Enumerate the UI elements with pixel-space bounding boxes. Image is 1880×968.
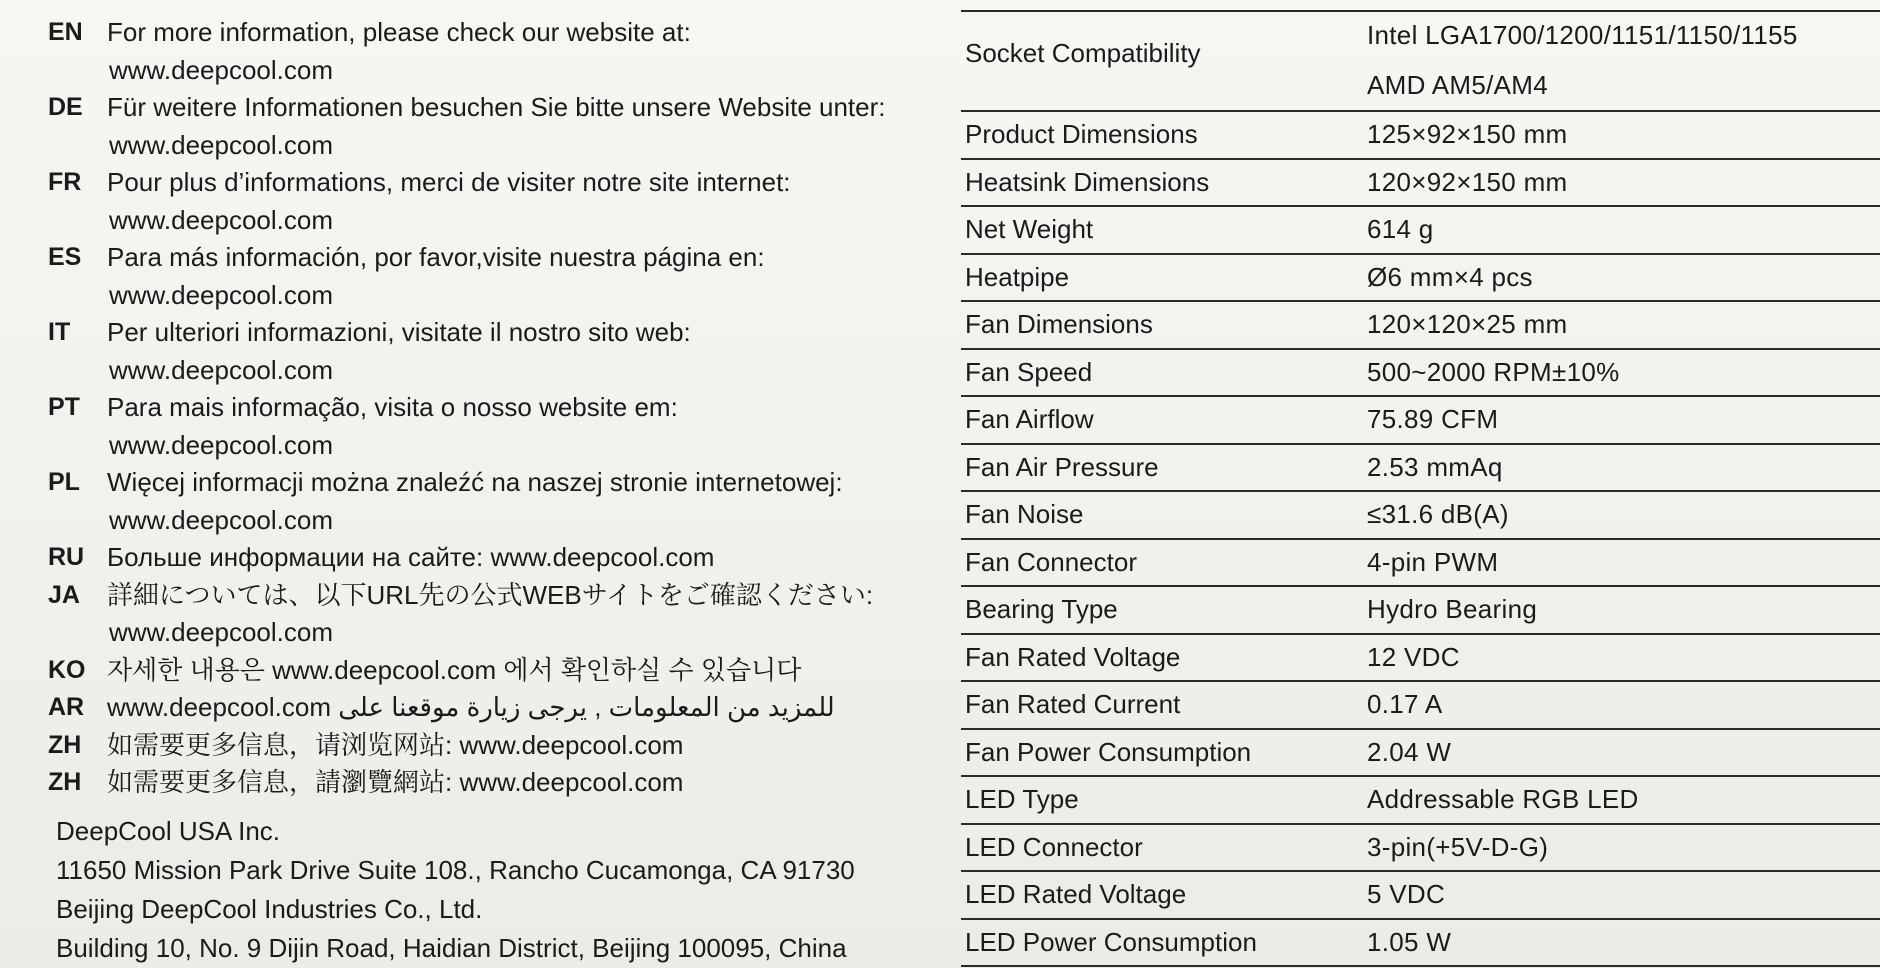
spec-row [961, 540, 1880, 588]
language-text [107, 577, 948, 652]
language-code: AR [48, 693, 85, 721]
language-message: 詳細については、以下URL先の公式WEBサイトをご確認ください: [107, 579, 874, 610]
language-code: JA [48, 580, 80, 609]
spec-value [1367, 832, 1880, 863]
language-url: www.deepcool.com [109, 54, 333, 85]
spec-label: Fan Noise [965, 499, 1084, 530]
spec-label: Fan Airflow [965, 404, 1094, 435]
spec-label: Fan Speed [965, 356, 1093, 387]
language-text [107, 464, 948, 539]
language-code: EN [48, 18, 83, 46]
language-code: ES [48, 243, 82, 271]
spec-value-line: 120×120×25 mm [1367, 309, 1568, 340]
cn-company-address: Building 10, No. 9 Dijin Road, Haidian District, Beijing 100095, China [56, 932, 847, 963]
language-row [48, 389, 948, 464]
language-text [107, 164, 948, 239]
spec-label: Net Weight [965, 214, 1094, 245]
spec-row [961, 112, 1880, 160]
spec-row [961, 302, 1880, 350]
language-message: 자세한 내용은 www.deepcool.com 에서 확인하실 수 있습니다 [107, 654, 802, 685]
spec-value-line: ≤31.6 dB(A) [1367, 499, 1509, 530]
spec-value-line: 2.04 W [1367, 736, 1452, 767]
spec-row [961, 255, 1880, 303]
spec-value [1367, 689, 1880, 720]
spec-row [961, 350, 1880, 398]
spec-label: LED Rated Voltage [965, 879, 1187, 910]
spec-row [961, 682, 1880, 730]
language-text [107, 727, 948, 765]
spec-value [1367, 594, 1880, 625]
spec-value-line: 1.05 W [1367, 926, 1452, 957]
language-text [107, 539, 948, 577]
language-url: www.deepcool.com [109, 429, 333, 460]
language-row [48, 164, 948, 239]
language-url: www.deepcool.com [109, 617, 333, 647]
spec-value [1367, 499, 1880, 530]
spec-value-line: 500~2000 RPM±10% [1367, 356, 1620, 387]
spec-row [961, 635, 1880, 683]
spec-value-line: 12 VDC [1367, 641, 1460, 672]
spec-value-line: 4-pin PWM [1367, 546, 1499, 577]
language-row [48, 464, 948, 539]
language-url: www.deepcool.com [109, 354, 333, 385]
language-row [48, 539, 948, 577]
spec-label: Socket Compatibility [965, 37, 1201, 68]
spec-value-line: AMD AM5/AM4 [1367, 69, 1549, 100]
spec-row [961, 777, 1880, 825]
us-company-name: DeepCool USA Inc. [56, 815, 281, 846]
spec-label: LED Power Consumption [965, 926, 1257, 957]
spec-value [1367, 642, 1880, 673]
language-list [48, 14, 948, 802]
language-url: www.deepcool.com [109, 504, 333, 535]
spec-value-line: 5 VDC [1367, 879, 1446, 910]
spec-value-line: 614 g [1367, 214, 1434, 245]
language-message: 如需要更多信息，请浏览网站: www.deepcool.com [107, 729, 684, 760]
language-code: ZH [48, 768, 82, 796]
language-code: DE [48, 93, 83, 121]
spec-value-line: 0.17 A [1367, 689, 1443, 720]
spec-label: LED Type [965, 784, 1079, 815]
spec-value [1367, 879, 1880, 910]
us-company-address: 11650 Mission Park Drive Suite 108., Rancho Cucamonga, CA 91730 [56, 854, 855, 885]
language-text [107, 314, 948, 389]
language-text [107, 239, 948, 314]
language-row [48, 764, 948, 802]
spec-value [1367, 452, 1880, 483]
spec-value [1367, 737, 1880, 768]
spec-row [961, 397, 1880, 445]
language-row [48, 314, 948, 389]
company-addresses [48, 812, 948, 968]
spec-label: Bearing Type [965, 594, 1118, 625]
language-row [48, 652, 948, 690]
language-message: Pour plus d’informations, merci de visiter notre site internet: [107, 167, 791, 197]
spec-label: Fan Rated Voltage [965, 641, 1181, 672]
spec-value-line: 3-pin(+5V-D-G) [1367, 831, 1549, 862]
language-message: Больше информации на сайте: www.deepcool.com [107, 542, 715, 572]
language-row [48, 239, 948, 314]
language-message: 如需要更多信息，請瀏覽網站: www.deepcool.com [107, 767, 684, 797]
spec-value [1367, 167, 1880, 198]
spec-row [961, 10, 1880, 112]
spec-row [961, 587, 1880, 635]
language-message: Para más información, por favor,visite nuestra página en: [107, 242, 765, 272]
spec-value [1367, 927, 1880, 958]
spec-row [961, 730, 1880, 778]
language-text [107, 764, 948, 802]
cn-company-name: Beijing DeepCool Industries Co., Ltd. [56, 893, 483, 924]
spec-value-line: Addressable RGB LED [1367, 784, 1639, 815]
spec-label: Fan Rated Current [965, 689, 1181, 720]
spec-value [1367, 262, 1880, 293]
spec-table [961, 10, 1880, 967]
language-text [107, 689, 948, 727]
language-row [48, 14, 948, 89]
language-text [107, 652, 948, 690]
language-message: Para mais informação, visita o nosso website em: [107, 392, 678, 422]
spec-row [961, 160, 1880, 208]
spec-row [961, 207, 1880, 255]
language-url: www.deepcool.com [109, 129, 333, 160]
language-code: RU [48, 543, 85, 571]
website-info-section [48, 14, 948, 968]
spec-row [961, 920, 1880, 968]
spec-value-line: Intel LGA1700/1200/1151/1150/1155 [1367, 19, 1798, 50]
spec-label: Fan Air Pressure [965, 451, 1159, 482]
language-row [48, 89, 948, 164]
language-message: Für weitere Informationen besuchen Sie bitte unsere Website unter: [107, 92, 886, 122]
spec-row [961, 492, 1880, 540]
spec-value-line: 125×92×150 mm [1367, 119, 1568, 150]
spec-value [1367, 784, 1880, 815]
spec-label: LED Connector [965, 831, 1143, 862]
language-code: PT [48, 393, 80, 421]
language-code: PL [48, 468, 80, 496]
language-code: ZH [48, 730, 82, 759]
spec-value [1367, 357, 1880, 388]
spec-value-line: Ø6 mm×4 pcs [1367, 261, 1533, 292]
spec-label: Fan Dimensions [965, 309, 1153, 340]
language-text [107, 389, 948, 464]
spec-value [1367, 214, 1880, 245]
language-message: Więcej informacji można znaleźć na naszej stronie internetowej: [107, 467, 843, 497]
spec-label: Product Dimensions [965, 119, 1198, 150]
language-row [48, 577, 948, 652]
spec-value [1367, 309, 1880, 340]
language-code: IT [48, 318, 71, 346]
spec-value-line: 75.89 CFM [1367, 404, 1499, 435]
language-text [107, 14, 948, 89]
spec-row [961, 872, 1880, 920]
spec-label: Heatpipe [965, 261, 1070, 292]
spec-label: Fan Power Consumption [965, 736, 1252, 767]
spec-value [1367, 404, 1880, 435]
spec-label: Heatsink Dimensions [965, 166, 1210, 197]
spec-row [961, 825, 1880, 873]
language-message: Per ulteriori informazioni, visitate il nostro sito web: [107, 317, 691, 347]
language-url: www.deepcool.com [109, 204, 333, 235]
spec-value-line: Hydro Bearing [1367, 594, 1538, 625]
spec-value [1367, 119, 1880, 150]
language-row [48, 727, 948, 765]
language-message: www.deepcool.com للمزيد من المعلومات , يرجى زيارة موقعنا على [107, 692, 835, 722]
language-url: www.deepcool.com [109, 279, 333, 310]
language-code: KO [48, 655, 86, 684]
spec-value [1367, 547, 1880, 578]
spec-value [1367, 10, 1880, 110]
spec-label: Fan Connector [965, 546, 1137, 577]
language-code: FR [48, 168, 82, 196]
spec-value-line: 120×92×150 mm [1367, 166, 1568, 197]
spec-value-line: 2.53 mmAq [1367, 451, 1503, 482]
spec-row [961, 445, 1880, 493]
language-message: For more information, please check our website at: [107, 17, 691, 47]
language-text [107, 89, 948, 164]
language-row [48, 689, 948, 727]
